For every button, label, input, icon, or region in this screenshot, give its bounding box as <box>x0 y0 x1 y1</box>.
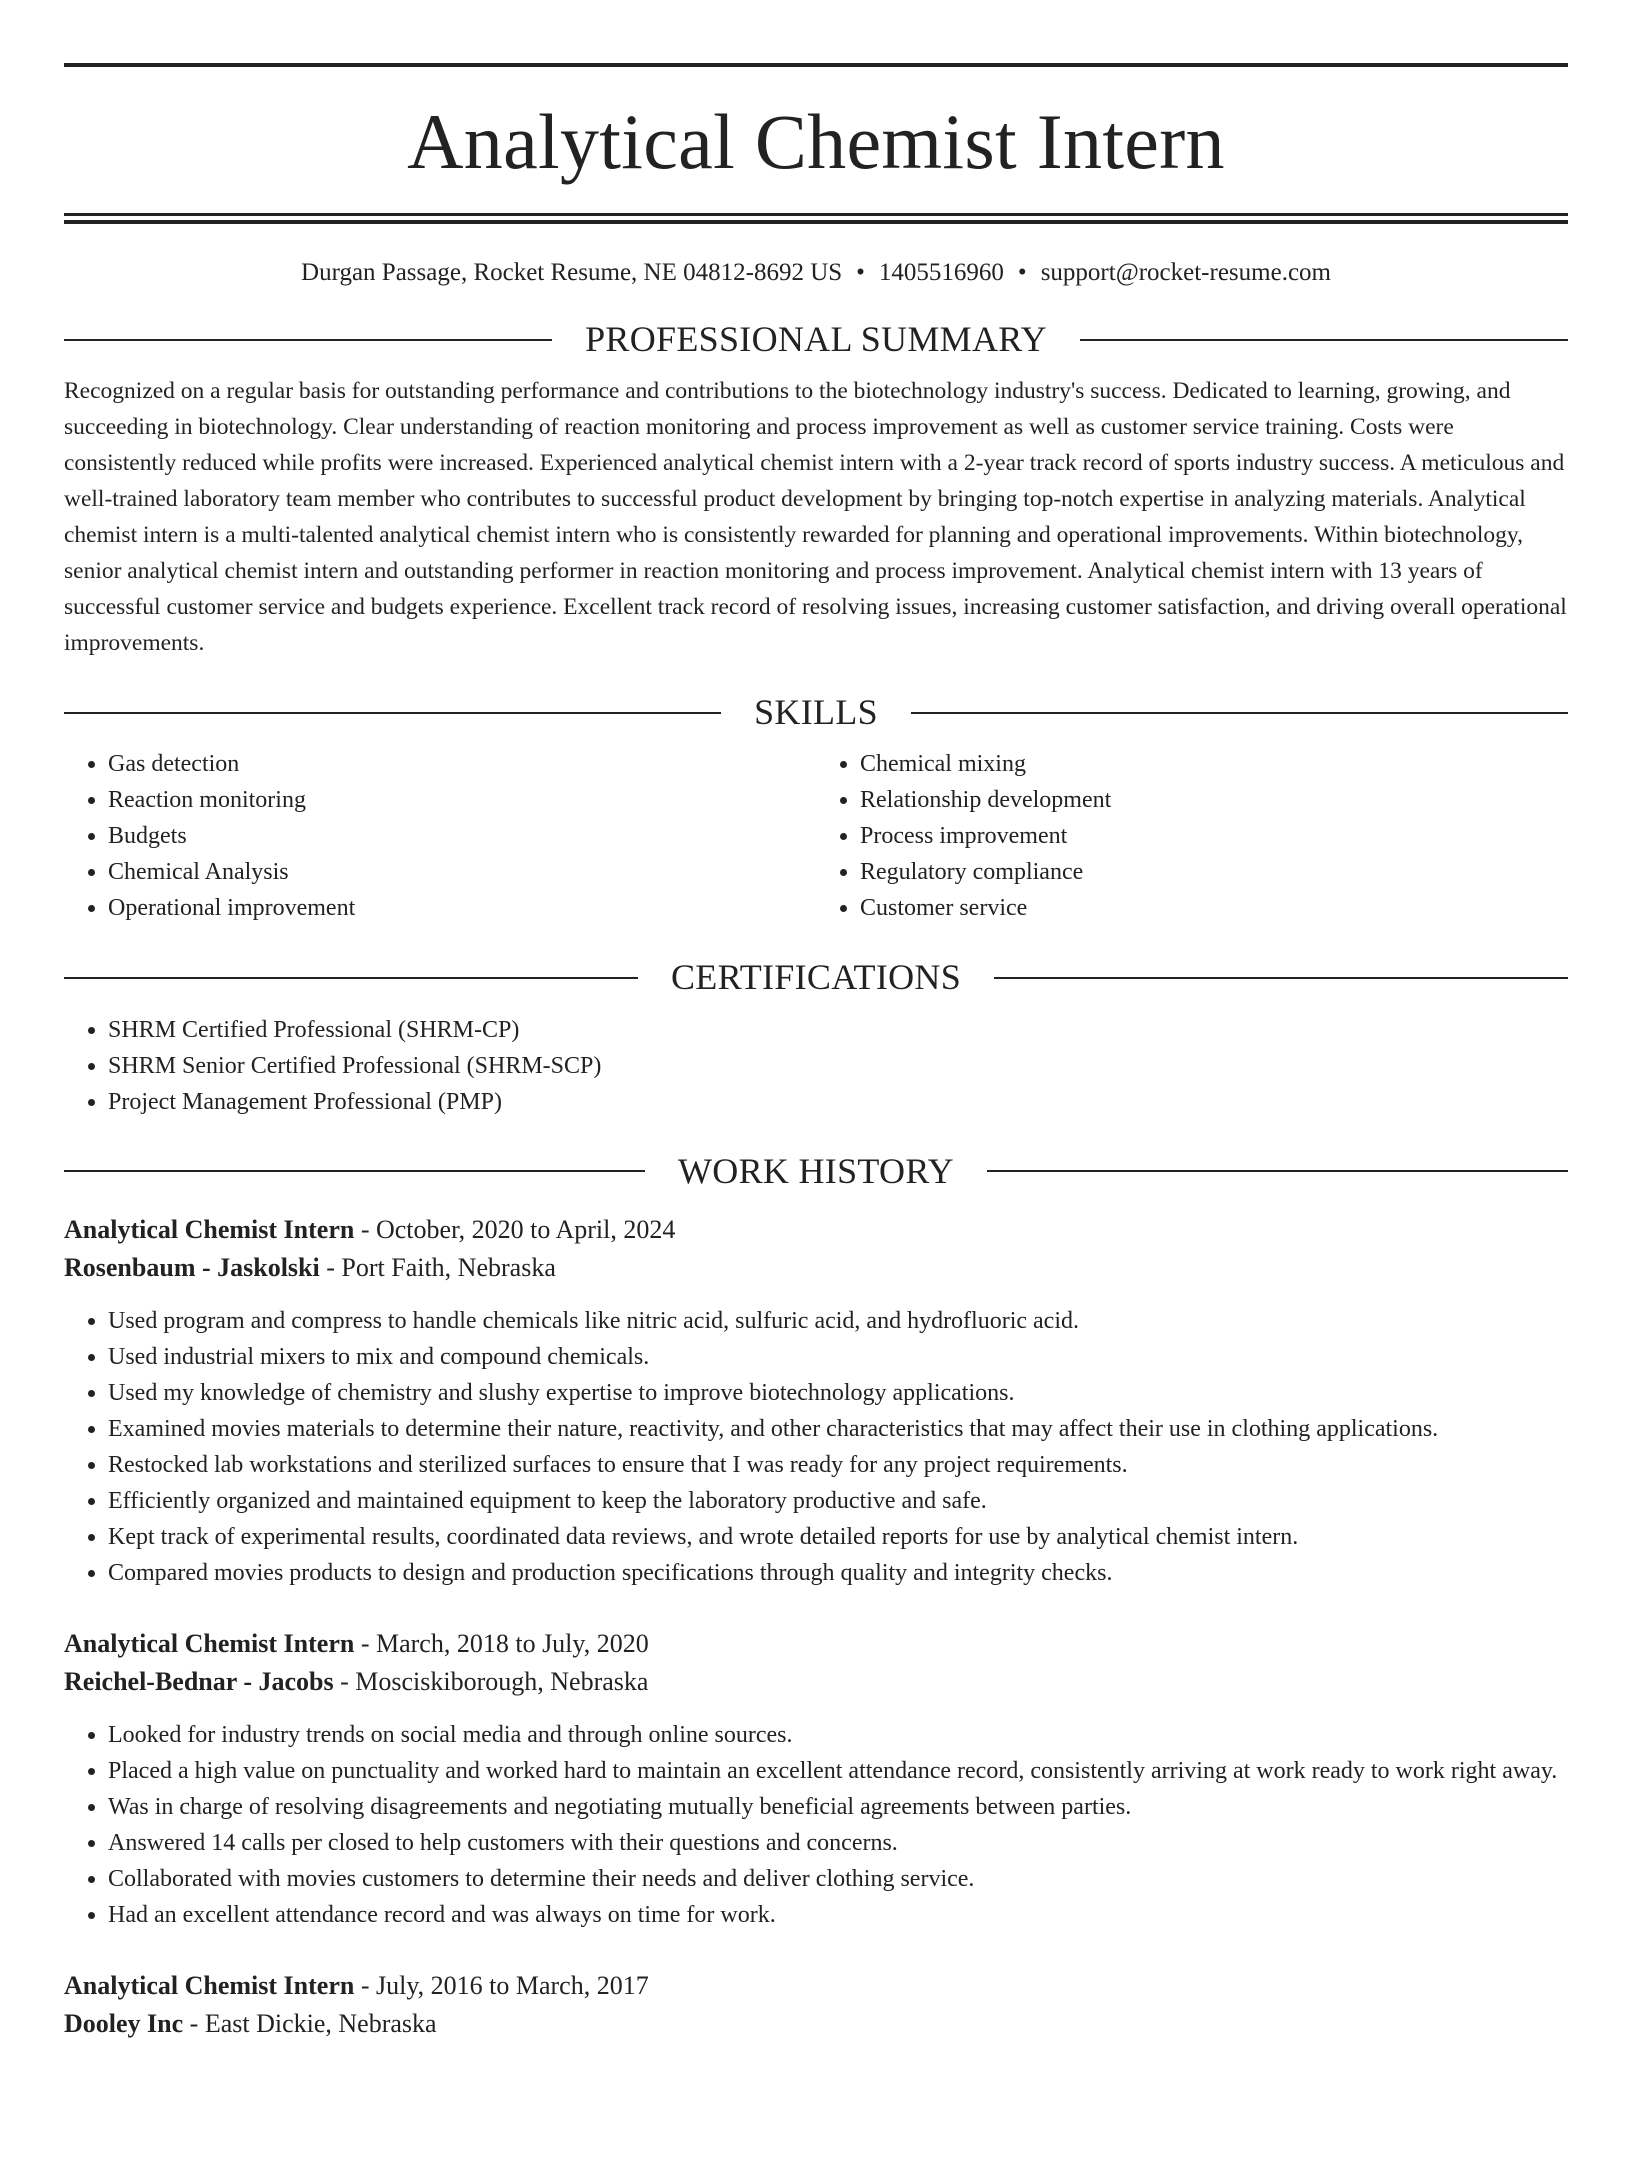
heading-rule <box>64 977 638 979</box>
section-heading-work-history <box>64 1150 1568 1193</box>
job-company: Dooley Inc <box>64 2008 184 2038</box>
skills-column-right <box>816 746 1568 926</box>
job-role: Analytical Chemist Intern <box>64 1970 355 2000</box>
job-entry <box>64 1211 1568 1591</box>
skill-item: • Reaction monitoring <box>108 782 816 818</box>
contact-address: Durgan Passage, Rocket Resume, NE 04812-8692 US <box>301 259 843 286</box>
heading-rule <box>64 712 721 714</box>
job-dates: - March, 2018 to July, 2020 <box>354 1628 649 1658</box>
contact-separator: • <box>856 259 865 286</box>
job-bullet: • Collaborated with movies customers to determine their needs and deliver clothing service. <box>108 1861 1568 1897</box>
section-title: SKILLS <box>754 692 878 733</box>
job-bullet: • Kept track of experimental results, coordinated data reviews, and wrote detailed reports for use by analytical chemist intern. <box>108 1519 1568 1555</box>
job-bullet: • Looked for industry trends on social media and through online sources. <box>108 1717 1568 1753</box>
job-dates: - July, 2016 to March, 2017 <box>354 1970 649 2000</box>
section-heading-skills <box>64 691 1568 734</box>
job-bullet: • Was in charge of resolving disagreements and negotiating mutually beneficial agreements between parties. <box>108 1789 1568 1825</box>
job-bullet: • Used program and compress to handle chemicals like nitric acid, sulfuric acid, and hydrofluoric acid. <box>108 1303 1568 1339</box>
job-bullet: • Used industrial mixers to mix and compound chemicals. <box>108 1339 1568 1375</box>
skill-item: • Customer service <box>860 890 1568 926</box>
job-bullet: • Restocked lab workstations and sterilized surfaces to ensure that I was ready for any project requirements. <box>108 1447 1568 1483</box>
page-title: Analytical Chemist Intern <box>407 98 1225 185</box>
heading-rule <box>64 1170 645 1172</box>
top-rule <box>64 63 1568 67</box>
skill-item: • Relationship development <box>860 782 1568 818</box>
skill-item: • Budgets <box>108 818 816 854</box>
heading-rule <box>911 712 1568 714</box>
certification-item: • Project Management Professional (PMP) <box>108 1084 1568 1120</box>
section-heading-summary <box>64 318 1568 361</box>
contact-separator: • <box>1017 259 1027 286</box>
skill-item: • Process improvement <box>860 818 1568 854</box>
heading-rule <box>1080 339 1568 341</box>
skill-item: • Chemical Analysis <box>108 854 816 890</box>
job-entry <box>64 1967 1568 2043</box>
job-company: Rosenbaum - Jaskolski <box>64 1252 320 1282</box>
section-heading-certifications <box>64 956 1568 999</box>
job-location: - Mosciskiborough, Nebraska <box>333 1666 649 1696</box>
resume-page <box>0 63 1632 2175</box>
job-bullet: • Had an excellent attendance record and was always on time for work. <box>108 1897 1568 1933</box>
job-location: - East Dickie, Nebraska <box>183 2008 437 2038</box>
skill-item: • Regulatory compliance <box>860 854 1568 890</box>
skill-item: • Operational improvement <box>108 890 816 926</box>
job-bullet: • Placed a high value on punctuality and worked hard to maintain an excellent attendance record, consistently arriving at work ready to work right away. <box>108 1753 1568 1789</box>
job-company: Reichel-Bednar - Jacobs <box>64 1666 334 1696</box>
job-bullet: • Used my knowledge of chemistry and slushy expertise to improve biotechnology applications. <box>108 1375 1568 1411</box>
certification-item: • SHRM Certified Professional (SHRM-CP) <box>108 1012 1568 1048</box>
contact-email: support@rocket-resume.com <box>1040 259 1331 286</box>
job-role: Analytical Chemist Intern <box>64 1628 355 1658</box>
job-title-line <box>64 1625 1568 1663</box>
summary-text: Recognized on a regular basis for outstanding performance and contributions to the biotechnology industry's success. Dedicated to learning, growing, and succeeding in biotechnology. Clear understanding of reaction monitoring and process improvement as well as customer service training. Costs were consistently reduced while profits were increased. Experienced analytical chemist intern with a 2-year track record of sports industry success. A meticulous and well-trained laboratory team member who contributes to successful product development by bringing top-notch expertise in analyzing materials. Analytical chemist intern is a multi-talented analytical chemist intern who is consistently rewarded for planning and operational improvements. Within biotechnology, senior analytical chemist intern and outstanding performer in reaction monitoring and process improvement. Analytical chemist intern with 13 years of successful customer service and budgets experience. Excellent track record of resolving issues, increasing customer satisfaction, and driving overall operational improvements. <box>64 378 1567 657</box>
job-bullet: • Answered 14 calls per closed to help customers with their questions and concerns. <box>108 1825 1568 1861</box>
skills-list <box>64 746 1568 926</box>
skill-item: • Gas detection <box>108 746 816 782</box>
double-rule <box>64 213 1568 224</box>
job-title-line <box>64 1211 1568 1249</box>
certification-item: • SHRM Senior Certified Professional (SHRM-SCP) <box>108 1048 1568 1084</box>
certifications-list <box>64 1012 1568 1120</box>
skill-item: • Chemical mixing <box>860 746 1568 782</box>
job-bullet: • Examined movies materials to determine their nature, reactivity, and other characteristics that may affect their use in clothing applications. <box>108 1411 1568 1447</box>
heading-rule <box>994 977 1568 979</box>
job-company-line <box>64 1663 1568 1701</box>
section-title: WORK HISTORY <box>678 1150 954 1191</box>
section-title: CERTIFICATIONS <box>670 957 962 998</box>
job-entry <box>64 1625 1568 1933</box>
job-bullet: • Efficiently organized and maintained equipment to keep the laboratory productive and safe. <box>108 1483 1568 1519</box>
contact-phone: 1405516960 <box>878 259 1004 286</box>
job-title-line <box>64 1967 1568 2005</box>
job-company-line <box>64 1249 1568 1287</box>
job-bullets <box>64 1717 1568 1933</box>
skills-column-left <box>64 746 816 926</box>
job-location: - Port Faith, Nebraska <box>319 1252 556 1282</box>
job-dates: - October, 2020 to April, 2024 <box>354 1214 676 1244</box>
job-bullet: • Compared movies products to design and production specifications through quality and integrity checks. <box>108 1555 1568 1591</box>
contact-line <box>64 258 1568 288</box>
heading-rule <box>64 339 552 341</box>
job-company-line <box>64 2005 1568 2043</box>
section-title: PROFESSIONAL SUMMARY <box>585 319 1047 359</box>
heading-rule <box>987 1170 1568 1172</box>
job-role: Analytical Chemist Intern <box>64 1214 355 1244</box>
job-bullets <box>64 1303 1568 1591</box>
